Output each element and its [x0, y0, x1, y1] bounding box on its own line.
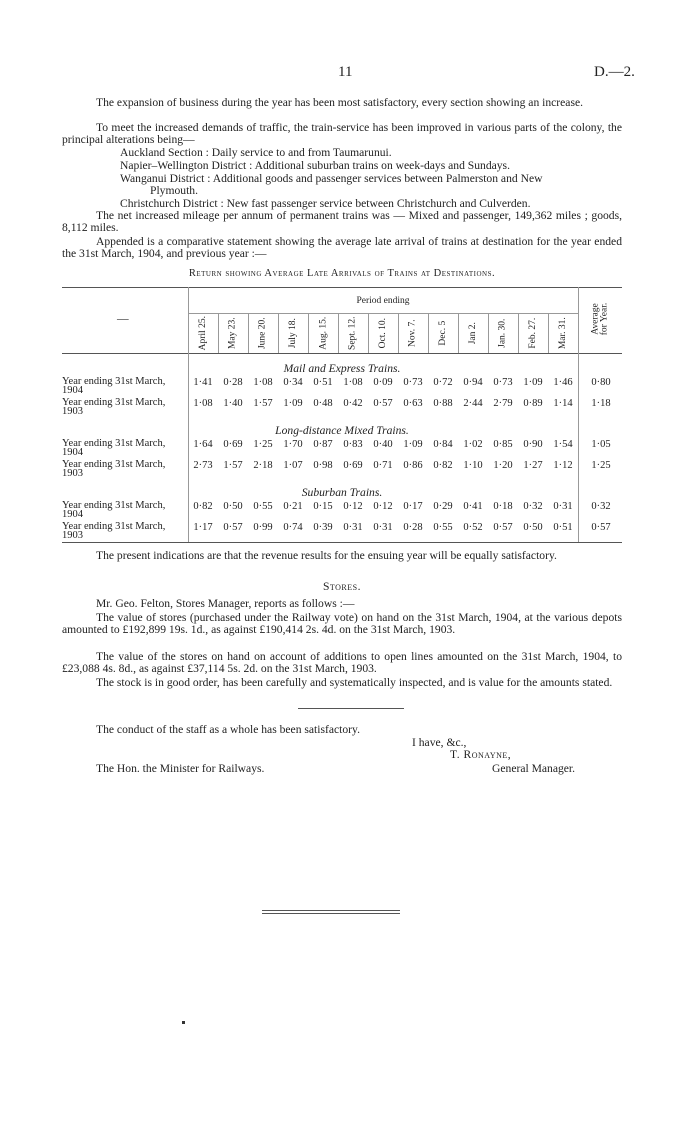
- table-stub: —: [117, 312, 129, 325]
- table-cell: 1·12: [553, 460, 573, 471]
- table-cell: 0·50: [523, 522, 543, 533]
- column-header-label: Sept. 12.: [347, 316, 358, 350]
- table-cell: 1·05: [591, 439, 611, 450]
- table-cell: 0·29: [433, 501, 453, 512]
- table-cell: 0·80: [591, 377, 611, 388]
- table-cell: 0·28: [223, 377, 243, 388]
- table-cell: 0·98: [313, 460, 333, 471]
- row-label: Year ending 31st March, 1904: [62, 500, 166, 520]
- table-title: Return showing Average Late Arrivals of Trains at Destinations.: [188, 268, 496, 279]
- table-cell: 0·55: [253, 501, 273, 512]
- table-cell: 1·40: [223, 398, 243, 409]
- table-cell: 0·72: [433, 377, 453, 388]
- table-cell: 0·86: [403, 460, 423, 471]
- table-cell: 0·89: [523, 398, 543, 409]
- table-cell: 0·71: [373, 460, 393, 471]
- table-cell: 0·42: [343, 398, 363, 409]
- table-bottom-rule: [62, 542, 622, 543]
- table-cell: 1·08: [343, 377, 363, 388]
- end-rule-bottom: [262, 913, 400, 914]
- column-header-label: Dec. 5: [437, 320, 448, 346]
- paragraph-train-service: To meet the increased demands of traffic, the train-service has been improved in various parts of the colony, the principal alterations being—: [62, 121, 622, 147]
- table-cell: 1·57: [223, 460, 243, 471]
- paragraph-open-lines: The value of the stores on hand on account of additions to open lines amounted on the 31st March, 1904, to £23,088 4s. 8d., as against £37,114 5s. 2d. on the 31st March, 1903.: [62, 650, 622, 676]
- table-cell: 0·15: [313, 501, 333, 512]
- row-label: Year ending 31st March, 1904: [62, 438, 166, 458]
- paragraph-conduct: The conduct of the staff as a whole has been satisfactory.: [96, 723, 360, 736]
- column-header-label: Oct. 10.: [377, 317, 388, 349]
- table-cell: 0·31: [553, 501, 573, 512]
- table-cell: 1·25: [253, 439, 273, 450]
- table-cell: 1·14: [553, 398, 573, 409]
- table-cell: 0·28: [403, 522, 423, 533]
- table-cell: 1·18: [591, 398, 611, 409]
- column-header-label: July 18.: [287, 317, 298, 349]
- table-header-rule: [62, 353, 622, 354]
- table-cell: 0·69: [343, 460, 363, 471]
- column-header-label: Nov. 7.: [407, 319, 418, 347]
- table-cell: 0·82: [193, 501, 213, 512]
- table-cell: 0·94: [463, 377, 483, 388]
- column-header: [398, 315, 428, 351]
- stores-heading: Stores.: [322, 580, 362, 593]
- divider: [298, 708, 404, 709]
- alteration-wanganui: Wanganui District : Additional goods and passenger services between Palmerston and New: [120, 172, 543, 185]
- table-cell: 1·64: [193, 439, 213, 450]
- table-cell: 1·46: [553, 377, 573, 388]
- column-header: [518, 315, 548, 351]
- table-cell: 0·39: [313, 522, 333, 533]
- alteration-christchurch: Christchurch District : New fast passenger service between Christchurch and Culverden.: [120, 197, 531, 210]
- document-reference: D.—2.: [594, 64, 635, 80]
- table-cell: 1·54: [553, 439, 573, 450]
- table-cell: 1·20: [493, 460, 513, 471]
- table-cell: 0·73: [493, 377, 513, 388]
- table-cell: 2·44: [463, 398, 483, 409]
- table-cell: 0·48: [313, 398, 333, 409]
- table-cell: 0·12: [373, 501, 393, 512]
- table-cell: 0·90: [523, 439, 543, 450]
- table-cell: 0·57: [373, 398, 393, 409]
- table-cell: 2·79: [493, 398, 513, 409]
- speck: [182, 1021, 185, 1024]
- table-cell: 0·84: [433, 439, 453, 450]
- table-cell: 0·57: [493, 522, 513, 533]
- column-header: [188, 315, 218, 351]
- table-cell: 0·73: [403, 377, 423, 388]
- column-header-label: Feb. 27.: [527, 317, 538, 349]
- table-cell: 0·69: [223, 439, 243, 450]
- table-cell: 0·09: [373, 377, 393, 388]
- column-header-label: June 20.: [257, 317, 268, 349]
- table-cell: 1·08: [253, 377, 273, 388]
- table-cell: 1·02: [463, 439, 483, 450]
- table-cell: 0·51: [313, 377, 333, 388]
- table-cell: 0·31: [373, 522, 393, 533]
- table-cell: 0·40: [373, 439, 393, 450]
- column-header: [458, 315, 488, 351]
- table-top-rule: [62, 287, 622, 288]
- table-cell: 1·57: [253, 398, 273, 409]
- column-header: [488, 315, 518, 351]
- column-header: [248, 315, 278, 351]
- table-cell: 1·09: [403, 439, 423, 450]
- paragraph-expansion: The expansion of business during the year has been most satisfactory, every section showing an increase.: [96, 96, 584, 109]
- table-cell: 1·08: [193, 398, 213, 409]
- section-title: Long-distance Mixed Trains.: [275, 424, 409, 437]
- column-header: [368, 315, 398, 351]
- table-cell: 1·27: [523, 460, 543, 471]
- table-cell: 0·85: [493, 439, 513, 450]
- table-cell: 0·21: [283, 501, 303, 512]
- table-cell: 0·87: [313, 439, 333, 450]
- paragraph-stock: The stock is in good order, has been carefully and systematically inspected, and is value for the amounts stated.: [96, 676, 613, 689]
- end-rule-top: [262, 910, 400, 911]
- section-title: Suburban Trains.: [301, 486, 383, 499]
- table-cell: 0·31: [343, 522, 363, 533]
- row-label: Year ending 31st March, 1903: [62, 521, 166, 541]
- column-header-label: April 25.: [197, 315, 208, 351]
- column-header-label: Jan 2.: [467, 321, 478, 345]
- section-title: Mail and Express Trains.: [283, 362, 401, 375]
- table-cell: 0·74: [283, 522, 303, 533]
- paragraph-indications: The present indications are that the revenue results for the ensuing year will be equally satisfactory.: [96, 549, 557, 562]
- period-ending-header: Period ending: [356, 296, 410, 306]
- table-cell: 0·52: [463, 522, 483, 533]
- addressee: The Hon. the Minister for Railways.: [96, 762, 265, 775]
- table-cell: 1·07: [283, 460, 303, 471]
- column-header: [548, 315, 578, 351]
- row-label: Year ending 31st March, 1904: [62, 376, 166, 396]
- table-cell: 0·55: [433, 522, 453, 533]
- table-cell: 0·57: [223, 522, 243, 533]
- table-cell: 0·83: [343, 439, 363, 450]
- table-cell: 0·50: [223, 501, 243, 512]
- column-header-label: May 23.: [227, 317, 238, 349]
- row-label: Year ending 31st March, 1903: [62, 397, 166, 417]
- paragraph-appended: Appended is a comparative statement showing the average late arrival of trains at destination for the year ended the 31st March, 1904, and previous year :—: [62, 235, 622, 261]
- table-cell: 0·57: [591, 522, 611, 533]
- table-cell: 0·34: [283, 377, 303, 388]
- table-cell: 1·70: [283, 439, 303, 450]
- table-cell: 1·09: [523, 377, 543, 388]
- table-cell: 0·17: [403, 501, 423, 512]
- column-header: [218, 315, 248, 351]
- signature-name: T. Ronayne,: [450, 748, 512, 761]
- period-header-rule: [188, 313, 578, 314]
- average-header: Average for Year.: [590, 302, 610, 336]
- table-cell: 1·09: [283, 398, 303, 409]
- column-header: [338, 315, 368, 351]
- table-cell: 0·12: [343, 501, 363, 512]
- column-header: [428, 315, 458, 351]
- page-number: 11: [338, 64, 353, 80]
- table-cell: 2·18: [253, 460, 273, 471]
- alteration-wanganui-cont: Plymouth.: [150, 184, 198, 197]
- paragraph-stores-value: The value of stores (purchased under the Railway vote) on hand on the 31st March, 1904, at the various depots amounted to £192,899 19s. 1d., as against £190,414 2s. 4d. on the 31st March, 1903.: [62, 611, 622, 637]
- table-cell: 1·41: [193, 377, 213, 388]
- alteration-napier-wellington: Napier–Wellington District : Additional suburban trains on week-days and Sundays.: [120, 159, 510, 172]
- table-cell: 0·18: [493, 501, 513, 512]
- column-header: [308, 315, 338, 351]
- table-cell: 0·41: [463, 501, 483, 512]
- table-cell: 0·88: [433, 398, 453, 409]
- table-cell: 0·63: [403, 398, 423, 409]
- column-header-label: Aug. 15.: [317, 316, 328, 350]
- table-cell: 0·32: [523, 501, 543, 512]
- paragraph-felton: Mr. Geo. Felton, Stores Manager, reports as follows :—: [96, 597, 355, 610]
- row-label: Year ending 31st March, 1903: [62, 459, 166, 479]
- column-header: [278, 315, 308, 351]
- table-cell: 1·10: [463, 460, 483, 471]
- table-cell: 0·32: [591, 501, 611, 512]
- table-cell: 1·25: [591, 460, 611, 471]
- column-header-label: Jan. 30.: [497, 318, 508, 348]
- table-cell: 0·99: [253, 522, 273, 533]
- column-header-label: Mar. 31.: [557, 317, 568, 349]
- table-cell: 2·73: [193, 460, 213, 471]
- signature-closing: I have, &c.,: [412, 736, 467, 749]
- alteration-auckland: Auckland Section : Daily service to and from Taumarunui.: [120, 146, 392, 159]
- table-cell: 0·51: [553, 522, 573, 533]
- table-cell: 1·17: [193, 522, 213, 533]
- paragraph-mileage: The net increased mileage per annum of permanent trains was — Mixed and passenger, 149,362 miles ; goods, 8,112 miles.: [62, 209, 622, 235]
- table-cell: 0·82: [433, 460, 453, 471]
- signature-title: General Manager.: [492, 762, 576, 775]
